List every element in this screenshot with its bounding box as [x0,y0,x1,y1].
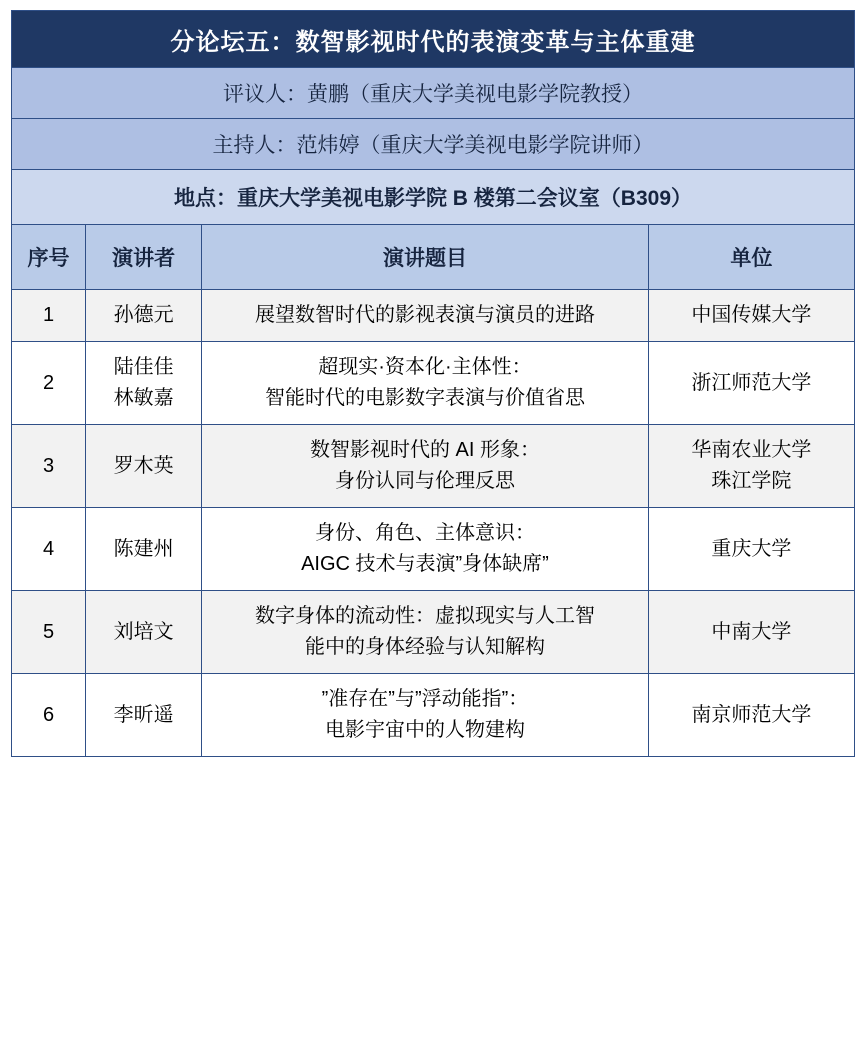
row-topic-line: 智能时代的电影数字表演与价值省思 [264,387,585,409]
row-organization-line: 中南大学 [711,620,792,643]
forum-title-row [12,11,855,68]
column-header-organization: 单位 [648,225,854,290]
column-header-speaker: 演讲者 [86,225,202,290]
row-topic-line: 能中的身体经验与认知解构 [304,636,545,658]
row-topic [202,591,649,674]
row-organization [648,342,854,425]
row-number: 6 [12,674,86,757]
row-topic-line: 身份、角色、主体意识： [314,522,535,544]
venue-row [12,170,855,225]
row-organization [648,425,854,508]
row-topic-line: 展望数智时代的影视表演与演员的进路 [254,304,595,326]
table-row [12,425,855,508]
row-number: 3 [12,425,86,508]
host-row [12,119,855,170]
row-organization [648,591,854,674]
table-body [12,290,855,757]
table-row [12,508,855,591]
row-speaker [86,674,202,757]
row-speaker-line: 刘培文 [113,620,174,643]
row-speaker [86,290,202,342]
row-topic-line: 数智影视时代的 AI 形象： [309,439,540,461]
row-number: 1 [12,290,86,342]
row-speaker [86,591,202,674]
row-speaker-line: 陆佳佳 [113,356,174,378]
row-topic-line: 超现实·资本化·主体性： [318,356,532,378]
row-organization-line: 华南农业大学 [691,439,812,461]
table-row [12,342,855,425]
forum-title: 分论坛五：数智影视时代的表演变革与主体重建 [12,11,855,68]
table-row [12,290,855,342]
row-topic [202,508,649,591]
row-number: 4 [12,508,86,591]
row-topic-line: 数字身体的流动性：虚拟现实与人工智 [254,605,595,627]
table-row [12,674,855,757]
row-organization [648,290,854,342]
row-topic-line: ”准存在”与”浮动能指”： [321,688,529,710]
row-speaker [86,508,202,591]
row-organization-line: 南京师范大学 [691,703,812,726]
row-topic [202,290,649,342]
row-organization-line: 重庆大学 [711,537,792,560]
row-organization-line: 珠江学院 [711,470,792,492]
column-header-topic: 演讲题目 [202,225,649,290]
row-topic [202,342,649,425]
host-text: 主持人：范炜婷（重庆大学美视电影学院讲师） [12,119,855,170]
row-organization [648,674,854,757]
row-speaker-line: 罗木英 [113,454,174,477]
discussant-text: 评议人：黄鹏（重庆大学美视电影学院教授） [12,68,855,119]
row-organization-line: 浙江师范大学 [691,371,812,394]
column-header-row [12,225,855,290]
row-speaker [86,342,202,425]
row-topic-line: AIGC 技术与表演”身体缺席” [301,553,549,575]
row-topic-line: 电影宇宙中的人物建构 [324,719,525,741]
venue-text: 地点：重庆大学美视电影学院 B 楼第二会议室（B309） [12,170,855,225]
table-header-group [12,11,855,290]
row-organization [648,508,854,591]
row-speaker-line: 陈建州 [113,537,174,560]
column-header-no: 序号 [12,225,86,290]
discussant-row [12,68,855,119]
row-topic-line: 身份认同与伦理反思 [334,470,515,492]
row-organization-line: 中国传媒大学 [691,304,812,326]
row-topic [202,674,649,757]
table-row [12,591,855,674]
row-number: 2 [12,342,86,425]
row-topic [202,425,649,508]
row-speaker-line: 李昕遥 [113,703,174,726]
row-number: 5 [12,591,86,674]
row-speaker-line: 孙德元 [113,304,174,326]
row-speaker [86,425,202,508]
row-speaker-line: 林敏嘉 [113,387,174,409]
forum-agenda-table [11,10,855,757]
